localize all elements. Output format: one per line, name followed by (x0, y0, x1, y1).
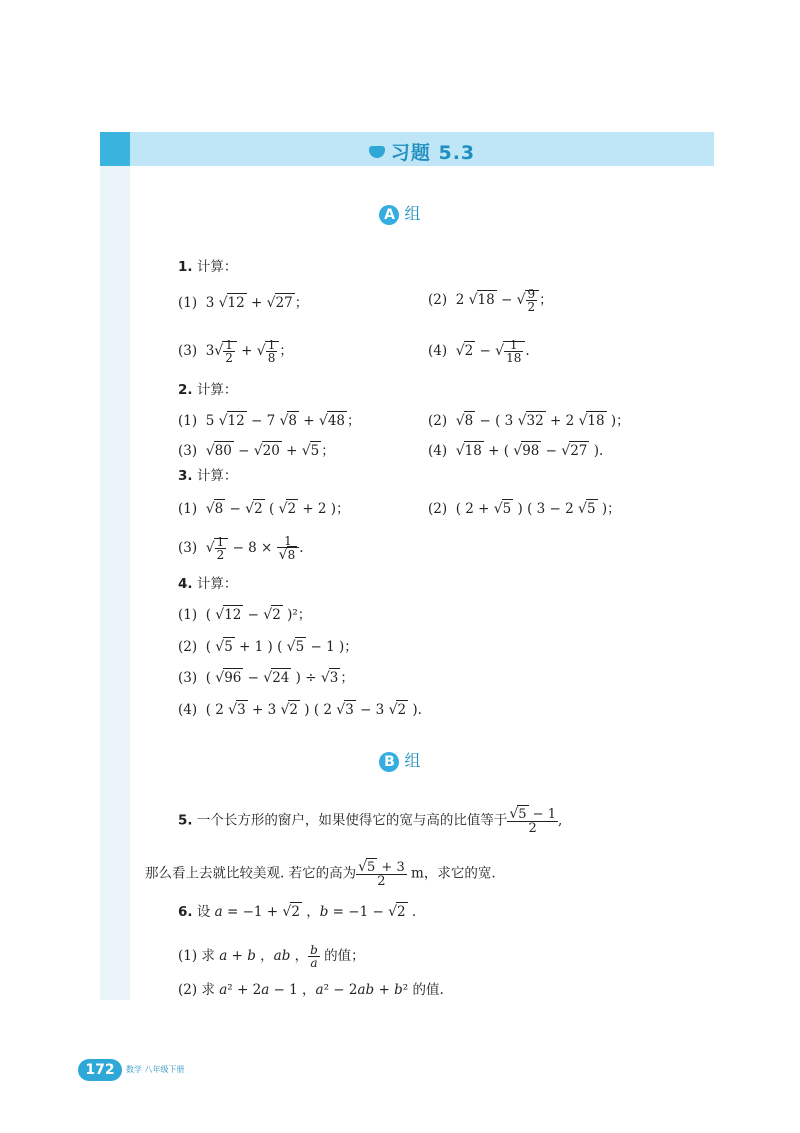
problem-6-2: (2) 求 a² + 2a − 1 ，a² − 2ab + b² 的值. (178, 982, 444, 998)
problem-3-3: (3) √ $\frac{1}{2}$ − 8 × $\frac{1}{√8}$ . (178, 534, 304, 563)
problem-2-1: (1) 5 √12 − 7 √8 + √48 ； (178, 413, 361, 429)
problem-6-1: (1) 求 a + b ，ab ， $\frac{b}{a}$ 的值； (178, 943, 365, 970)
problem-3-1: (1) √8 − √2 ( √2 + 2 )； (178, 501, 350, 517)
exercise-title: 习题 5.3 (130, 138, 714, 165)
problem-2-4: (4) √18 + ( √98 − √27 ). (428, 443, 604, 459)
problem-4-3: (3) ( √96 − √24 ) ÷ √3 ； (178, 670, 354, 686)
problem-1-1: (1) 3 √12 + √27 ； (178, 295, 309, 311)
problem-2-3: (3) √80 − √20 + √5 ； (178, 443, 335, 459)
problem-5-cont: 那么看上去就比较美观. 若它的高为 $\frac{√5 + 3}{2}$ m，求它的宽. (145, 859, 496, 889)
book-icon (369, 146, 385, 158)
problem-5: 5. 一个长方形的窗户，如果使得它的宽与高的比值等于 $\frac{√5 - 1}{2}$ , (178, 806, 563, 836)
side-strip (100, 165, 130, 1000)
problem-4-1: (1) ( √12 − √2 )²； (178, 607, 312, 623)
problem-6: 6. 设 a = −1 + √2 ，b = −1 − √2 . (178, 904, 417, 920)
problem-2-2: (2) √8 − ( 3 √32 + 2 √18 )； (428, 413, 630, 429)
group-b-heading: B 组 (0, 748, 800, 772)
side-block (100, 132, 130, 166)
page-number: 172 (78, 1059, 122, 1081)
book-title: 数学 八年级下册 (126, 1065, 185, 1074)
problem-2-title: 2. 计算： (178, 382, 238, 398)
problem-3-2: (2) ( 2 + √5 ) ( 3 − 2 √5 )； (428, 501, 621, 517)
problem-1-3: (3) 3√ $\frac{1}{2}$ + √ $\frac{1}{8}$ ； (178, 338, 293, 365)
problem-4-4: (4) ( 2 √3 + 3 √2 ) ( 2 √3 − 3 √2 ). (178, 702, 422, 718)
problem-1-4: (4) √2 − √ $\frac{1}{18}$ . (428, 338, 530, 365)
problem-1-title: 1. 计算： (178, 259, 238, 275)
problem-3-title: 3. 计算： (178, 468, 238, 484)
problem-1-2: (2) 2 √18 − √ $\frac{9}{2}$ ； (428, 287, 553, 314)
problem-4-2: (2) ( √5 + 1 ) ( √5 − 1 )； (178, 639, 358, 655)
group-a-heading: A 组 (0, 201, 800, 225)
exercise-header (130, 132, 714, 166)
problem-4-title: 4. 计算： (178, 576, 238, 592)
